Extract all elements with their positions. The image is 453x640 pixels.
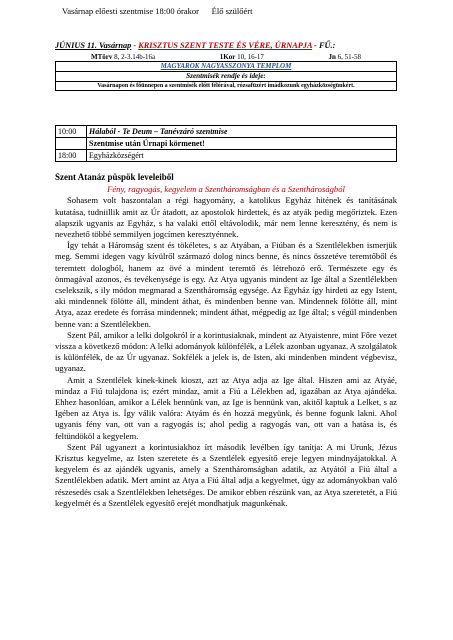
schedule-row bbox=[56, 138, 397, 150]
schedule-text: Hálaból - Te Deum – Tanévzáró szentmise bbox=[87, 126, 397, 138]
title-tail: - FŰ.: bbox=[312, 41, 336, 50]
readings-row bbox=[55, 53, 397, 61]
reading-1 bbox=[91, 53, 155, 61]
schedule-text: Szentmise után Úrnapi körmenet! bbox=[87, 138, 397, 150]
schedule-row bbox=[56, 126, 397, 138]
mass-order-heading: Szentmisék rendje és ideje: bbox=[56, 72, 396, 82]
letter-section bbox=[55, 172, 397, 509]
letter-paragraph: Sohasem volt haszontalan a régi hagyomány, a katolikus Egyház hitének és tanításának kutatása, tudniillik amit az Úr átadott, az apostolok hirdettek, és az atyák pedig megőriztek. Ezen alapszik ugyanis az Egyház, s ha valaki ettől eltávolodik, már nem lenne keresztény, és nem is nevezhető többé semmilyen jogcímen keresztyénnek. bbox=[55, 195, 397, 240]
rosary-note: Vasárnapon és főünnepen a szentmisék előtt félórával, rózsafüzért imádkozunk egyházközségünkért. bbox=[97, 83, 355, 89]
letter-paragraph: Szent Pál ugyanezt a korintusiakhoz írt második levélben így tanítja: A mi Urunk, Jézus Krisztus kegyelme, az Isten szeretete és a Szentlélek egyesítő ereje legyen mindnyájatokkal. A kegyelem és az ajándék ugyanis, amely a Szentháromságban adatik, az Atyától a Fiú által a Szentlélekben adatik. Mert amint az Atya a Fiú által adja a kegyelmet, úgy az adományokban való részesedés csak a Szentlélekben lehetséges. De amikor ebben részünk van, az Atya szeretetét, a Fiú kegyelmét és a Szentlélek egyesítő erejét mondhatjuk magunkénak. bbox=[55, 441, 397, 508]
letter-subtitle: Fény, ragyogás, kegyelem a Szentháromságban és a Szenthároságból bbox=[107, 184, 345, 195]
feast-name: KRISZTUS SZENT TESTE ÉS VÉRE, ÚRNAPJA bbox=[138, 41, 313, 50]
date-label: JÚNIUS 11. Vasárnap bbox=[55, 41, 132, 50]
schedule-time bbox=[56, 138, 87, 150]
reading-3-book: Jn bbox=[328, 53, 336, 61]
schedule-table bbox=[55, 125, 397, 162]
church-name: MAGYAROK NAGYASSZONYA TEMPLOM bbox=[56, 62, 396, 72]
reading-3 bbox=[328, 53, 361, 61]
schedule-time: 10:00 bbox=[56, 126, 87, 138]
letter-paragraph: Szent Pál, amikor a lelki dolgokról ír a korintusiaknak, mindent az Atyaistenre, mint Főre vezet vissza a következő módon: A lelki adományok különfélék, a Lélek azonban ugyanaz. A szolgálatok is különfélék, de az Úr ugyanaz. Sokfélék a jelek is, de Isten, aki mindenben mindent végbevisz, ugyanaz. bbox=[55, 329, 397, 374]
letter-paragraph: Amit a Szentlélek kinek-kinek kioszt, azt az Atya adja az Ige által. Hiszen ami az Atyáé, mindaz a Fiú tulajdona is; ezért mindaz, amit a Fiú a Lélekben ad, igazában az Atya ajándéka. Ehhez hasonlóan, amikor a Lélek bennünk van, az Ige is bennünk van, akitől kaptuk a Lelket, s az Igében az Atya is. Így válik valóra: Atyám és én hozzá megyünk, és benne fogunk lakni. Ahol ugyanis fény van, ott van a ragyogás is; ahol pedig a ragyogás van, ott van a hatása is, és feltündököl a kegyelem. bbox=[55, 374, 397, 441]
schedule-text: Egyházközségért bbox=[87, 150, 397, 162]
letter-heading: Szent Atanáz püspök leveleiből bbox=[55, 172, 174, 182]
day-title bbox=[55, 41, 397, 50]
title-separator: - bbox=[131, 41, 139, 50]
reading-2-book: 1Kor bbox=[219, 53, 236, 61]
reading-1-book: MTörv bbox=[91, 53, 113, 61]
reading-3-ref: 6, 51-58 bbox=[335, 53, 361, 61]
reading-2 bbox=[220, 53, 264, 61]
reading-2-ref: 10, 16-17 bbox=[235, 53, 264, 61]
reading-1-ref: 8, 2-3.14b-16a bbox=[112, 53, 156, 61]
letter-paragraph: Így tehát a Háromság szent és tökéletes, s az Atyában, a Fiúban és a Szentlélekben ismerjük meg. Semmi idegen vagy kívülről származó dolog nincs benne, és nincs összetéve teremtőből és teremtett dologból, hanem az övé a mindent teremtő és létrehozó erő. Természete egy és önmagával azonos, és tevékenysége is egy. Az Atya ugyanis mindent az Ige által a Szentlélekben cselekszik, s ily módon megmarad a Szentháromság egysége. Az Egyház így hirdeti az egy Istent, aki mindennek fölötte áll, mindent áthat, és mindenben benne van. Mindennek fölötte áll, mint Atya, azaz eredete és forrása mindennek; mindent áthat, mégpedig az Ige által; s végül mindenben benne van: a Szentlélekben. bbox=[55, 240, 397, 329]
top-intention-line: Vasárnap előesti szentmise 18:00 órakor Élő szülőért bbox=[62, 6, 253, 16]
church-info-box bbox=[55, 61, 397, 91]
schedule-row bbox=[56, 150, 397, 162]
schedule-time: 18:00 bbox=[56, 150, 87, 162]
